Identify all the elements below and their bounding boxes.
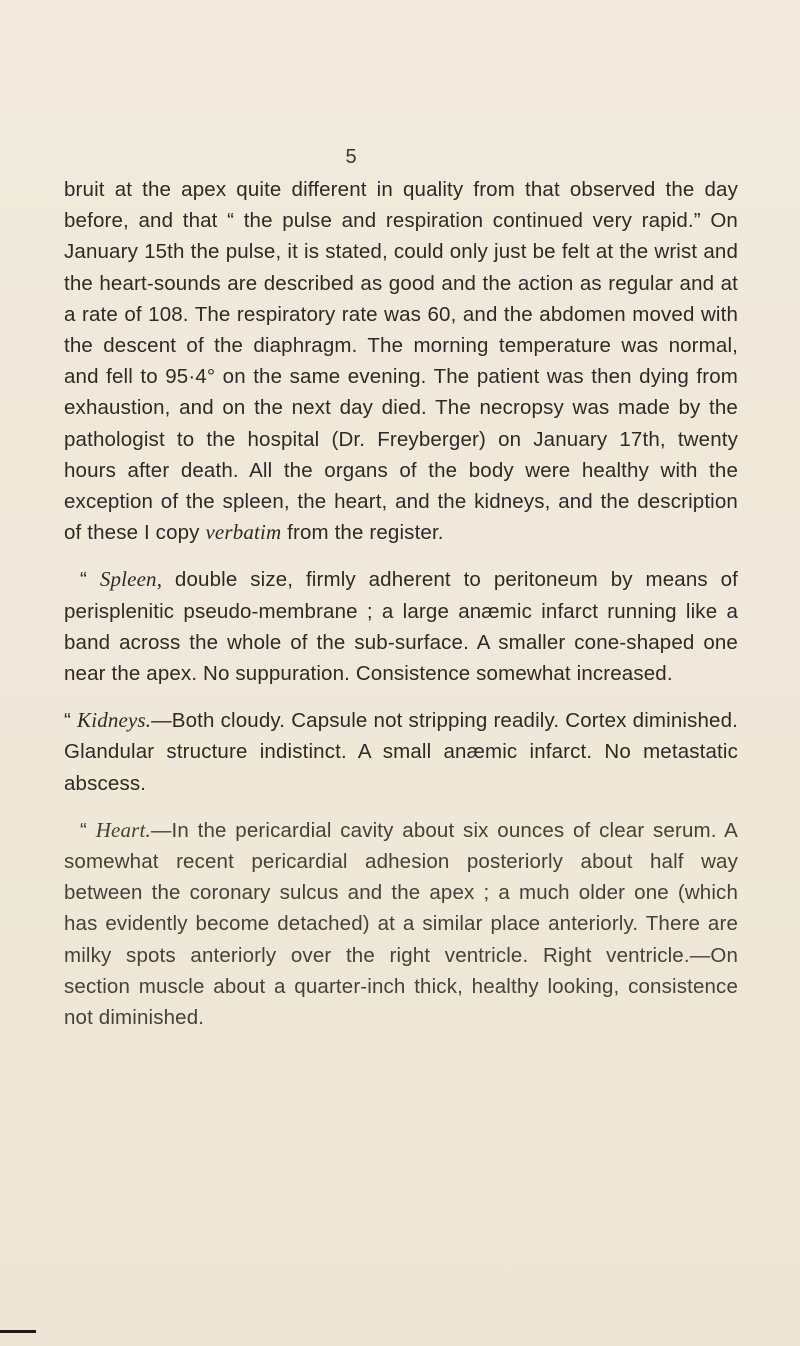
open-quote: “ [64, 709, 78, 733]
body-text [64, 174, 738, 1033]
paragraph-text: —Both cloudy. Capsule not stripping readily. Cortex diminished. Glandular structure indistinct. A small anæmic infarct. No metastatic abscess. [64, 709, 738, 795]
paragraph-heart [64, 815, 738, 1033]
page-number: 5 [345, 146, 357, 168]
heading-kidneys: Kidneys. [77, 708, 152, 733]
paragraph-text: —In the pericardial cavity about six ounces of clear serum. A somewhat recent pericardial adhesion posteriorly about half way between the coronary sulcus and the apex ; a much older one (which has evidently become detached) at a similar place anteriorly. There are milky spots anteriorly over the right ventricle. Right ventricle.—On section muscle about a quarter-inch thick, healthy looking, consistence not diminished. [64, 818, 738, 1030]
italic-term-verbatim: verbatim [205, 520, 282, 545]
paragraph-text: bruit at the apex quite different in quality from that observed the day before, and that “ the pulse and respiration continued very rapid.” On January 15th the pulse, it is stated, could only just be felt at the wrist and the heart-sounds are described as good and the action as regular and at a rate of 108. The respiratory rate was 60, and the abdomen moved with the descent of the diaphragm. The morning temperature was normal, and fell to 95·4° on the same evening. The patient was then dying from exhaustion, and on the next day died. The necropsy was made by the pathologist to the hospital (Dr. Freyberger) on January 17th, twenty hours after death. All the organs of the body were healthy with the exception of the spleen, the heart, and the kidneys, and the description of these I copy [64, 178, 738, 545]
heading-heart: Heart. [95, 817, 151, 842]
paragraph-spleen [64, 564, 738, 689]
paragraph-kidneys [64, 705, 738, 799]
open-quote: “ [80, 818, 96, 842]
open-quote: “ [80, 568, 100, 592]
heading-spleen: Spleen, [99, 567, 163, 592]
paragraph-text: double size, firmly adherent to peritoneum by means of perisplenitic pseudo-membrane ; a large anæmic infarct running like a band across the whole of the sub-surface. A smaller cone-shaped one near the apex. No suppuration. Consistence somewhat increased. [64, 568, 738, 686]
paragraph-text-end: from the register. [281, 521, 444, 545]
paragraph-case-history [64, 174, 738, 548]
edge-rule-mark [0, 1330, 36, 1333]
